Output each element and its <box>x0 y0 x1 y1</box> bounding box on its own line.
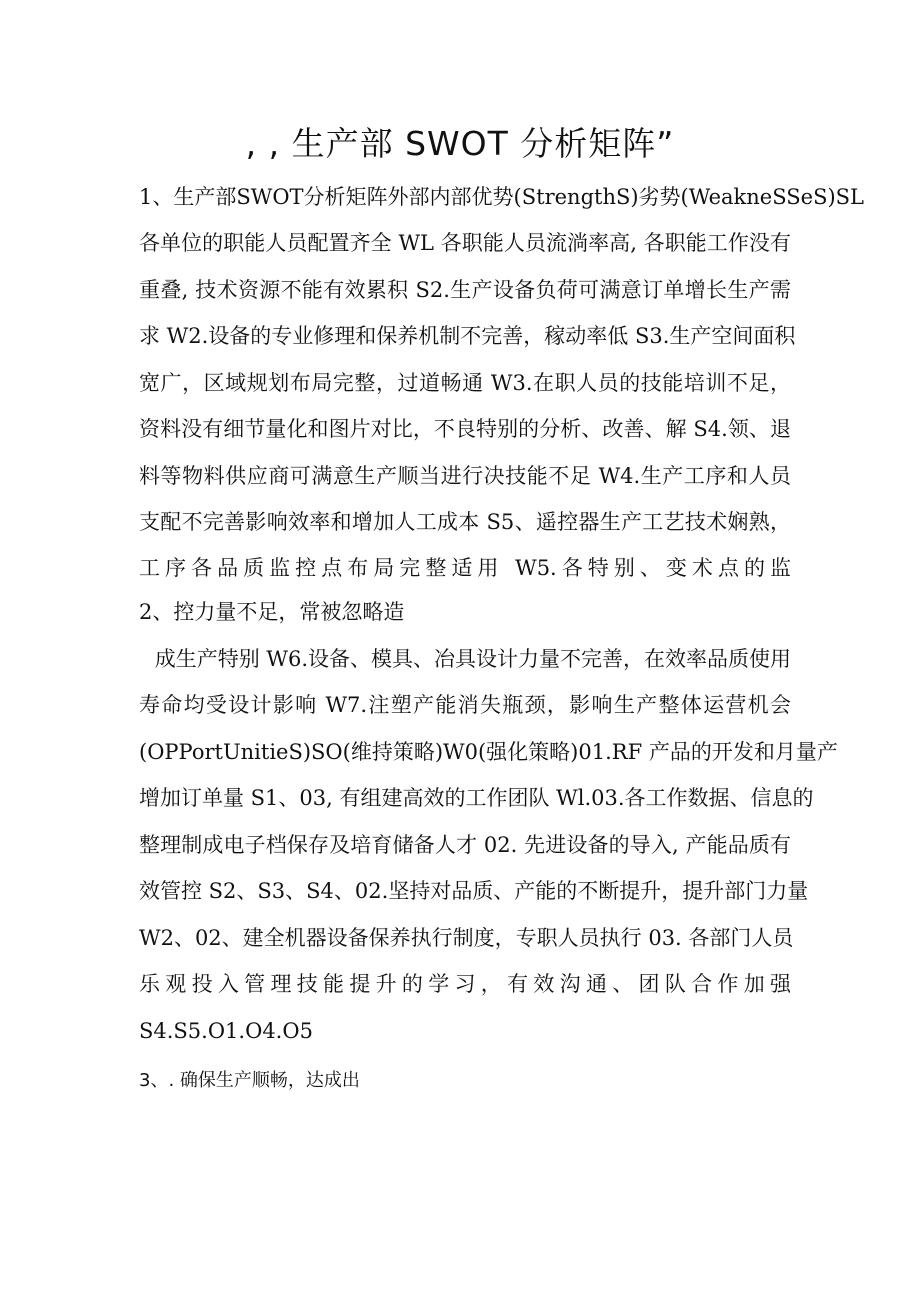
paragraph-line: 乐观投入管理技能提升的学习，有效沟通、团队合作加强 <box>139 972 791 996</box>
paragraph-line: 工序各品质监控点布局完整适用 W5.各特别、变术点的监 <box>139 556 791 580</box>
paragraph-line: 求 W2.设备的专业修理和保养机制不完善，稼动率低 S3.生产空间面积 <box>139 324 796 348</box>
paragraph-line: 支配不完善影响效率和增加人工成本 S5、遥控器生产工艺技术娴熟， <box>139 510 791 534</box>
paragraph-line: 宽广，区域规划布局完整，过道畅通 W3.在职人员的技能培训不足， <box>139 371 791 395</box>
document-title: , , 生产部 SWOT 分析矩阵” <box>245 124 675 163</box>
paragraph-line: 1、生产部SWOT分析矩阵外部内部优势(StrengthS)劣势(WeakneSSeS)SL <box>139 185 864 209</box>
paragraph-line: 整理制成电子档保存及培育储备人才 02. 先进设备的导入, 产能品质有 <box>139 833 791 857</box>
paragraph-line: (OPPortUnitieS)SO(维持策略)W0(强化策略)01.RF 产品的开发和月量产 <box>139 740 838 764</box>
paragraph-line: 增加订单量 S1、03, 有组建高效的工作团队 Wl.03.各工作数据、信息的 <box>139 786 814 810</box>
paragraph-line: 效管控 S2、S3、S4、02.坚持对品质、产能的不断提升，提升部门力量 <box>139 879 809 903</box>
paragraph-line: 料等物料供应商可满意生产顺当进行决技能不足 W4.生产工序和人员 <box>139 464 791 488</box>
paragraph-line: 资料没有细节量化和图片对比，不良特别的分析、改善、解 S4.领、退 <box>139 417 791 441</box>
paragraph-line: 2、控力量不足，常被忽略造 <box>139 600 405 624</box>
paragraph-line: 成生产特别 W6.设备、模具、冶具设计力量不完善，在效率品质使用 <box>154 647 791 671</box>
paragraph-line: 各单位的职能人员配置齐全 WL 各职能人员流淌率高, 各职能工作没有 <box>139 231 791 255</box>
paragraph-line: 寿命均受设计影响 W7.注塑产能消失瓶颈，影响生产整体运营机会 <box>139 693 791 717</box>
paragraph-line: 重叠, 技术资源不能有效累积 S2.生产设备负荷可满意订单增长生产需 <box>139 278 791 302</box>
paragraph-line: S4.S5.O1.O4.O5 <box>139 1019 313 1043</box>
paragraph-line: W2、02、建全机器设备保养执行制度，专职人员执行 03. 各部门人员 <box>139 926 794 950</box>
paragraph-line: 3、. 确保生产顺畅，达成出 <box>139 1070 360 1091</box>
